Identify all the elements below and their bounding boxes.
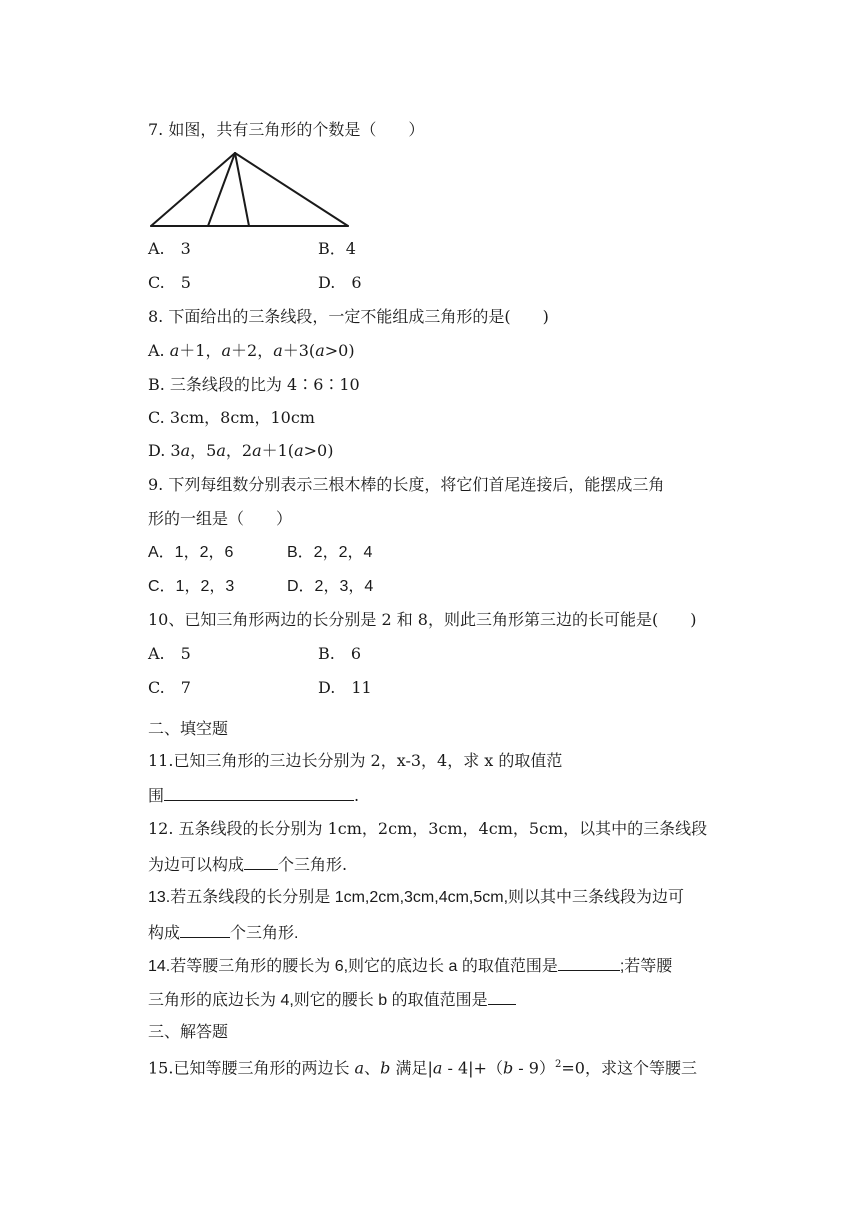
q8-stem: 8. 下面给出的三条线段，一定不能组成三角形的是( ) bbox=[148, 307, 549, 326]
q12-answer-blank[interactable] bbox=[244, 853, 278, 870]
q14-answer-blank-b[interactable] bbox=[488, 988, 516, 1005]
q10-option-a[interactable]: A. 5 bbox=[148, 644, 191, 663]
q11-answer-blank[interactable] bbox=[164, 784, 354, 801]
q10-option-c[interactable]: C. 7 bbox=[148, 678, 191, 697]
q12-line2: 为边可以构成 个三角形. bbox=[148, 855, 348, 874]
q7-option-b[interactable]: B．4 bbox=[318, 239, 356, 258]
q8-option-d[interactable]: D. 3a，5a，2a＋1(a>0) bbox=[148, 441, 334, 460]
q8-option-b[interactable]: B. 三条线段的比为 4∶6∶10 bbox=[148, 375, 360, 394]
q14-line2: 三角形的底边长为 4,则它的腰长 b 的取值范围是 bbox=[148, 988, 516, 1012]
q10-stem: 10、已知三角形两边的长分别是 2 和 8，则此三角形第三边的长可能是( ) bbox=[148, 610, 697, 629]
q10-option-b[interactable]: B. 6 bbox=[318, 644, 362, 663]
q8-option-c[interactable]: C. 3cm，8cm，10cm bbox=[148, 408, 315, 427]
q15-stem: 15.已知等腰三角形的两边长 a、b 满足|a - 4|+（b - 9）$^2$=0，求这个等腰三 bbox=[148, 1058, 697, 1078]
q14-line1: 14.若等腰三角形的腰长为 6,则它的底边长 a 的取值范围是 ;若等腰 bbox=[148, 954, 672, 978]
q13-answer-blank[interactable] bbox=[180, 921, 230, 938]
q9-option-c[interactable]: C．1，2，3 bbox=[148, 578, 235, 595]
q13-line1: 13.若五条线段的长分别是 1cm,2cm,3cm,4cm,5cm,则以其中三条线段为边可 bbox=[148, 889, 685, 906]
q9-stem-line1: 9. 下列每组数分别表示三根木棒的长度，将它们首尾连接后，能摆成三角 bbox=[148, 475, 665, 494]
triangle-right-side bbox=[235, 153, 348, 226]
q7-option-d[interactable]: D. 6 bbox=[318, 273, 362, 292]
q9-stem-line2: 形的一组是（ ） bbox=[148, 509, 293, 528]
q10-option-d[interactable]: D. 11 bbox=[318, 678, 372, 697]
q7-stem: 7. 如图，共有三角形的个数是（ ） bbox=[148, 120, 425, 139]
q9-option-a[interactable]: A．1，2，6 bbox=[148, 544, 234, 561]
q9-option-d[interactable]: D．2，3，4 bbox=[287, 578, 374, 595]
q7-option-c[interactable]: C. 5 bbox=[148, 273, 191, 292]
q13-line2: 构成 个三角形. bbox=[148, 921, 298, 945]
q7-option-a[interactable]: A. 3 bbox=[148, 239, 191, 258]
triangle-figure bbox=[148, 148, 352, 228]
inner-segment-right bbox=[235, 153, 249, 226]
q11-line1: 11.已知三角形的三边长分别为 2，x-3，4，求 x 的取值范 bbox=[148, 751, 563, 770]
q8-option-a[interactable]: A. a＋1，a＋2，a＋3(a>0) bbox=[148, 341, 355, 360]
q12-line1: 12. 五条线段的长分别为 1cm，2cm，3cm，4cm，5cm，以其中的三条线段 bbox=[148, 819, 708, 838]
q11-line2: 围 . bbox=[148, 786, 360, 805]
q9-option-b[interactable]: B．2，2，4 bbox=[287, 544, 373, 561]
q14-answer-blank-a[interactable] bbox=[558, 954, 620, 971]
section-heading-answer: 三、解答题 bbox=[148, 1022, 229, 1041]
section-heading-fill-in: 二、填空题 bbox=[148, 719, 229, 738]
